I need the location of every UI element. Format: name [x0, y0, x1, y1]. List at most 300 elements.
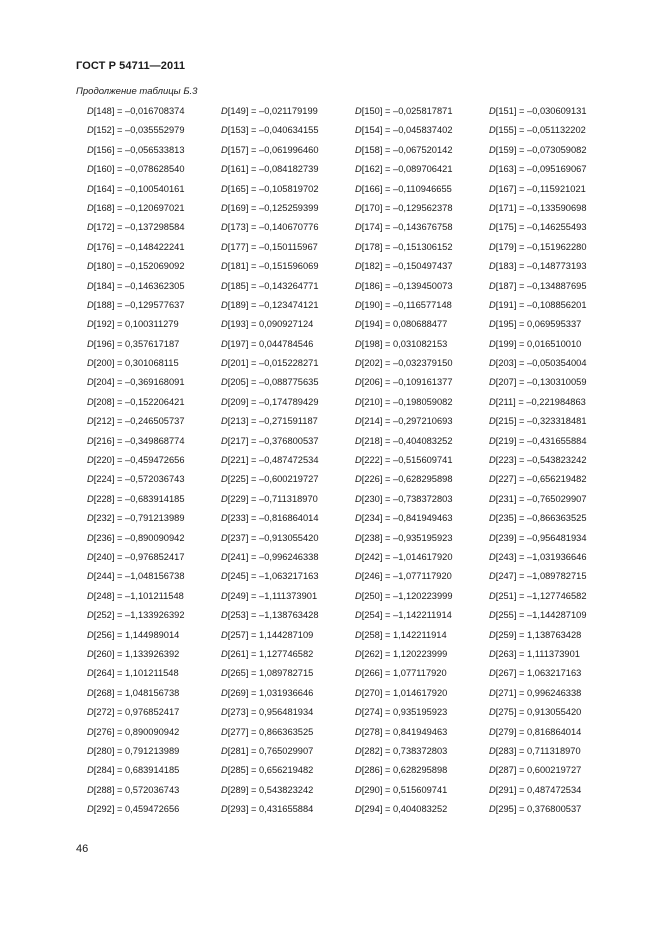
coefficient-value: –0,109161377: [393, 377, 453, 388]
table-cell: D[168] = –0,120697021: [87, 202, 185, 213]
coefficient-index: 279: [498, 726, 514, 737]
table-cell: D[199] = 0,016510010: [489, 338, 582, 349]
table-cell: D[233] = –0,816864014: [221, 513, 319, 524]
coefficient-value: 0,956481934: [259, 707, 314, 718]
coefficient-symbol: D: [489, 164, 496, 175]
coefficient-value: 0,600219727: [527, 765, 582, 776]
coefficient-value: –0,404083252: [393, 435, 453, 446]
coefficient-symbol: D: [221, 610, 228, 621]
coefficient-index: 191: [498, 299, 514, 310]
coefficient-value: –0,130310059: [527, 377, 587, 388]
coefficient-index: 289: [230, 784, 246, 795]
coefficient-value: –0,543823242: [527, 455, 587, 466]
coefficient-index: 205: [230, 377, 246, 388]
coefficient-value: 1,048156738: [125, 687, 180, 698]
coefficient-symbol: D: [355, 610, 362, 621]
coefficient-table: [87, 104, 647, 821]
coefficient-index: 197: [230, 338, 246, 349]
coefficient-index: 229: [230, 493, 246, 504]
table-cell: D[257] = 1,144287109: [221, 629, 314, 640]
coefficient-symbol: D: [221, 202, 228, 213]
coefficient-value: 1,111373901: [527, 648, 580, 659]
table-cell: D[202] = –0,032379150: [355, 358, 453, 369]
coefficient-symbol: D: [221, 396, 228, 407]
table-cell: D[259] = 1,138763428: [489, 629, 582, 640]
table-caption: Продолжение таблицы Б.3: [76, 86, 198, 97]
table-cell: D[290] = 0,515609741: [355, 784, 448, 795]
table-cell: D[282] = 0,738372803: [355, 745, 448, 756]
coefficient-symbol: D: [489, 784, 496, 795]
coefficient-value: –0,089706421: [393, 164, 453, 175]
coefficient-index: 199: [498, 338, 514, 349]
coefficient-index: 218: [364, 435, 380, 446]
table-cell: D[153] = –0,040634155: [221, 125, 319, 136]
coefficient-value: –0,738372803: [393, 493, 453, 504]
coefficient-value: –0,600219727: [259, 474, 319, 485]
coefficient-symbol: D: [489, 687, 496, 698]
table-cell: D[160] = –0,078628540: [87, 164, 185, 175]
coefficient-value: 1,063217163: [527, 668, 582, 679]
coefficient-value: –0,100540161: [125, 183, 185, 194]
coefficient-symbol: D: [355, 125, 362, 136]
coefficient-symbol: D: [355, 784, 362, 795]
coefficient-index: 213: [230, 416, 246, 427]
coefficient-value: –0,656219482: [527, 474, 587, 485]
table-cell: D[172] = –0,137298584: [87, 222, 185, 233]
coefficient-symbol: D: [355, 106, 362, 116]
coefficient-symbol: D: [355, 261, 362, 272]
coefficient-index: 195: [498, 319, 514, 330]
coefficient-symbol: D: [87, 377, 94, 388]
coefficient-symbol: D: [87, 164, 94, 175]
table-cell: D[166] = –0,110946655: [355, 183, 452, 194]
table-cell: D[162] = –0,089706421: [355, 164, 453, 175]
coefficient-symbol: D: [489, 338, 496, 349]
coefficient-symbol: D: [489, 590, 496, 601]
coefficient-index: 230: [364, 493, 380, 504]
coefficient-symbol: D: [355, 745, 362, 756]
coefficient-value: –0,146255493: [527, 222, 587, 233]
coefficient-symbol: D: [489, 629, 496, 640]
coefficient-index: 150: [364, 106, 380, 116]
coefficient-index: 251: [498, 590, 514, 601]
coefficient-value: –1,089782715: [527, 571, 587, 582]
coefficient-symbol: D: [355, 319, 362, 330]
coefficient-value: –0,078628540: [125, 164, 185, 175]
coefficient-symbol: D: [87, 338, 94, 349]
coefficient-symbol: D: [355, 338, 362, 349]
coefficient-symbol: D: [221, 455, 228, 466]
coefficient-symbol: D: [87, 396, 94, 407]
coefficient-index: 159: [498, 144, 514, 155]
coefficient-index: 163: [498, 164, 514, 175]
coefficient-symbol: D: [355, 804, 362, 815]
coefficient-index: 208: [96, 396, 112, 407]
table-cell: D[186] = –0,139450073: [355, 280, 453, 291]
coefficient-value: –0,133590698: [527, 202, 587, 213]
standard-code: ГОСТ Р 54711—2011: [76, 60, 186, 72]
coefficient-symbol: D: [221, 358, 228, 369]
table-cell: D[241] = –0,996246338: [221, 551, 319, 562]
coefficient-value: 0,376800537: [527, 804, 582, 815]
coefficient-index: 272: [96, 707, 112, 718]
coefficient-symbol: D: [221, 144, 228, 155]
table-cell: D[275] = 0,913055420: [489, 707, 582, 718]
coefficient-symbol: D: [87, 202, 94, 213]
coefficient-symbol: D: [355, 513, 362, 524]
coefficient-value: –0,841949463: [393, 513, 453, 524]
coefficient-value: 0,090927124: [259, 319, 314, 330]
coefficient-index: 266: [364, 668, 380, 679]
coefficient-index: 274: [364, 707, 380, 718]
coefficient-index: 158: [364, 144, 380, 155]
coefficient-value: –0,349868774: [125, 435, 185, 446]
coefficient-symbol: D: [221, 261, 228, 272]
coefficient-value: –0,996246338: [259, 551, 319, 562]
coefficient-value: 1,138763428: [527, 629, 582, 640]
coefficient-symbol: D: [221, 222, 228, 233]
coefficient-index: 153: [230, 125, 246, 136]
coefficient-symbol: D: [355, 668, 362, 679]
table-cell: D[165] = –0,105819702: [221, 183, 319, 194]
table-cell: D[195] = 0,069595337: [489, 319, 582, 330]
table-cell: D[240] = –0,976852417: [87, 551, 185, 562]
table-cell: D[284] = 0,683914185: [87, 765, 180, 776]
coefficient-index: 216: [96, 435, 112, 446]
coefficient-value: 0,738372803: [393, 745, 448, 756]
coefficient-symbol: D: [87, 455, 94, 466]
coefficient-index: 249: [230, 590, 246, 601]
coefficient-value: –0,015228271: [259, 358, 319, 369]
coefficient-symbol: D: [355, 648, 362, 659]
coefficient-index: 267: [498, 668, 514, 679]
coefficient-symbol: D: [87, 687, 94, 698]
coefficient-symbol: D: [489, 493, 496, 504]
coefficient-symbol: D: [221, 687, 228, 698]
coefficient-value: 0,628295898: [393, 765, 448, 776]
coefficient-index: 261: [230, 648, 246, 659]
table-cell: D[223] = –0,543823242: [489, 455, 587, 466]
coefficient-index: 156: [96, 144, 112, 155]
coefficient-value: 0,404083252: [393, 804, 448, 815]
table-cell: D[281] = 0,765029907: [221, 745, 314, 756]
coefficient-symbol: D: [489, 668, 496, 679]
coefficient-symbol: D: [489, 358, 496, 369]
coefficient-value: –0,572036743: [125, 474, 185, 485]
coefficient-symbol: D: [221, 106, 228, 116]
coefficient-value: 0,459472656: [125, 804, 180, 815]
coefficient-value: –0,084182739: [259, 164, 319, 175]
coefficient-symbol: D: [87, 261, 94, 272]
table-cell: D[211] = –0,221984863: [489, 396, 586, 407]
coefficient-symbol: D: [489, 435, 496, 446]
coefficient-symbol: D: [489, 707, 496, 718]
coefficient-value: –0,297210693: [393, 416, 453, 427]
coefficient-symbol: D: [489, 377, 496, 388]
table-cell: D[157] = –0,061996460: [221, 144, 319, 155]
coefficient-value: 0,543823242: [259, 784, 314, 795]
table-cell: D[170] = –0,129562378: [355, 202, 453, 213]
coefficient-value: –0,198059082: [393, 396, 453, 407]
table-cell: D[190] = –0,116577148: [355, 299, 452, 310]
coefficient-value: 0,935195923: [393, 707, 448, 718]
coefficient-symbol: D: [221, 745, 228, 756]
table-cell: D[228] = –0,683914185: [87, 493, 185, 504]
table-cell: D[167] = –0,115921021: [489, 183, 586, 194]
coefficient-symbol: D: [221, 707, 228, 718]
table-cell: D[179] = –0,151962280: [489, 241, 587, 252]
coefficient-value: 0,515609741: [393, 784, 448, 795]
coefficient-index: 291: [498, 784, 514, 795]
table-cell: D[185] = –0,143264771: [221, 280, 319, 291]
table-cell: D[289] = 0,543823242: [221, 784, 314, 795]
coefficient-symbol: D: [221, 532, 228, 543]
coefficient-index: 275: [498, 707, 514, 718]
coefficient-index: 228: [96, 493, 112, 504]
coefficient-symbol: D: [87, 745, 94, 756]
coefficient-index: 258: [364, 629, 380, 640]
table-cell: D[253] = –1,138763428: [221, 610, 319, 621]
coefficient-index: 152: [96, 125, 112, 136]
coefficient-symbol: D: [355, 416, 362, 427]
coefficient-index: 184: [96, 280, 112, 291]
coefficient-value: –1,111373901: [259, 590, 318, 601]
coefficient-index: 222: [364, 455, 380, 466]
coefficient-symbol: D: [221, 183, 228, 194]
coefficient-symbol: D: [355, 299, 362, 310]
table-cell: D[194] = 0,080688477: [355, 319, 448, 330]
table-cell: D[161] = –0,084182739: [221, 164, 319, 175]
coefficient-value: –1,048156738: [125, 571, 185, 582]
coefficient-index: 167: [498, 183, 514, 194]
table-cell: D[154] = –0,045837402: [355, 125, 453, 136]
coefficient-symbol: D: [355, 241, 362, 252]
table-cell: D[258] = 1,142211914: [355, 629, 447, 640]
coefficient-symbol: D: [87, 726, 94, 737]
coefficient-value: –0,050354004: [527, 358, 587, 369]
coefficient-symbol: D: [489, 765, 496, 776]
coefficient-symbol: D: [87, 784, 94, 795]
coefficient-value: 1,142211914: [393, 629, 447, 640]
table-cell: D[244] = –1,048156738: [87, 571, 185, 582]
coefficient-value: –0,032379150: [393, 358, 453, 369]
table-cell: D[184] = –0,146362305: [87, 280, 185, 291]
table-cell: D[149] = –0,021179199: [221, 106, 318, 116]
coefficient-symbol: D: [489, 299, 496, 310]
table-cell: D[273] = 0,956481934: [221, 707, 314, 718]
coefficient-symbol: D: [355, 493, 362, 504]
table-cell: D[239] = –0,956481934: [489, 532, 587, 543]
coefficient-value: –0,148773193: [527, 261, 587, 272]
coefficient-value: 1,133926392: [125, 648, 180, 659]
coefficient-symbol: D: [221, 765, 228, 776]
table-cell: D[276] = 0,890090942: [87, 726, 180, 737]
coefficient-symbol: D: [355, 183, 362, 194]
coefficient-value: 0,791213989: [125, 745, 180, 756]
coefficient-value: –0,061996460: [259, 144, 319, 155]
coefficient-index: 193: [230, 319, 246, 330]
table-cell: D[247] = –1,089782715: [489, 571, 587, 582]
table-cell: D[227] = –0,656219482: [489, 474, 587, 485]
coefficient-value: –0,515609741: [393, 455, 453, 466]
coefficient-value: –0,140670776: [259, 222, 319, 233]
table-cell: D[219] = –0,431655884: [489, 435, 587, 446]
table-cell: D[230] = –0,738372803: [355, 493, 453, 504]
coefficient-value: –0,151962280: [527, 241, 587, 252]
coefficient-index: 240: [96, 551, 112, 562]
coefficient-value: –0,030609131: [527, 106, 587, 116]
coefficient-value: 0,683914185: [125, 765, 180, 776]
table-cell: D[260] = 1,133926392: [87, 648, 180, 659]
coefficient-symbol: D: [87, 416, 94, 427]
table-cell: D[272] = 0,976852417: [87, 707, 180, 718]
coefficient-symbol: D: [221, 513, 228, 524]
coefficient-index: 243: [498, 551, 514, 562]
coefficient-index: 211: [498, 396, 514, 407]
coefficient-value: –0,051132202: [527, 125, 586, 136]
coefficient-index: 284: [96, 765, 112, 776]
coefficient-value: –0,459472656: [125, 455, 185, 466]
table-cell: D[267] = 1,063217163: [489, 668, 582, 679]
coefficient-symbol: D: [489, 726, 496, 737]
coefficient-index: 238: [364, 532, 380, 543]
coefficient-index: 236: [96, 532, 112, 543]
coefficient-index: 257: [230, 629, 246, 640]
coefficient-value: –1,144287109: [527, 610, 587, 621]
coefficient-index: 174: [364, 222, 380, 233]
coefficient-index: 210: [364, 396, 380, 407]
coefficient-symbol: D: [87, 707, 94, 718]
coefficient-index: 162: [364, 164, 380, 175]
table-cell: D[171] = –0,133590698: [489, 202, 587, 213]
coefficient-index: 180: [96, 261, 112, 272]
coefficient-symbol: D: [355, 590, 362, 601]
coefficient-symbol: D: [355, 474, 362, 485]
coefficient-symbol: D: [221, 416, 228, 427]
coefficient-symbol: D: [489, 280, 496, 291]
coefficient-index: 189: [230, 299, 246, 310]
coefficient-symbol: D: [221, 668, 228, 679]
coefficient-index: 235: [498, 513, 514, 524]
coefficient-value: –0,890090942: [125, 532, 185, 543]
coefficient-index: 231: [498, 493, 514, 504]
coefficient-symbol: D: [87, 765, 94, 776]
coefficient-value: –0,045837402: [393, 125, 453, 136]
coefficient-index: 280: [96, 745, 112, 756]
coefficient-value: 0,913055420: [527, 707, 582, 718]
coefficient-index: 292: [96, 804, 112, 815]
table-cell: D[210] = –0,198059082: [355, 396, 453, 407]
coefficient-symbol: D: [221, 338, 228, 349]
coefficient-value: –0,016708374: [125, 106, 185, 116]
coefficient-index: 263: [498, 648, 514, 659]
coefficient-index: 196: [96, 338, 112, 349]
coefficient-value: –0,148422241: [125, 241, 185, 252]
coefficient-value: –0,123474121: [259, 299, 319, 310]
coefficient-symbol: D: [87, 474, 94, 485]
coefficient-index: 281: [230, 745, 246, 756]
coefficient-value: 1,101211548: [125, 668, 179, 679]
coefficient-symbol: D: [489, 648, 496, 659]
coefficient-symbol: D: [355, 377, 362, 388]
table-cell: D[283] = 0,711318970: [489, 745, 581, 756]
table-cell: D[287] = 0,600219727: [489, 765, 582, 776]
coefficient-value: –0,040634155: [259, 125, 319, 136]
coefficient-symbol: D: [489, 513, 496, 524]
table-cell: D[159] = –0,073059082: [489, 144, 587, 155]
table-cell: D[293] = 0,431655884: [221, 804, 314, 815]
coefficient-symbol: D: [87, 125, 94, 136]
coefficient-symbol: D: [355, 726, 362, 737]
table-cell: D[181] = –0,151596069: [221, 261, 319, 272]
coefficient-symbol: D: [221, 726, 228, 737]
table-cell: D[250] = –1,120223999: [355, 590, 453, 601]
coefficient-value: –0,129577637: [125, 299, 185, 310]
coefficient-symbol: D: [221, 299, 228, 310]
coefficient-value: 0,711318970: [527, 745, 581, 756]
coefficient-value: 0,016510010: [527, 338, 582, 349]
coefficient-symbol: D: [489, 804, 496, 815]
coefficient-symbol: D: [355, 435, 362, 446]
coefficient-index: 270: [364, 687, 380, 698]
table-cell: D[238] = –0,935195923: [355, 532, 453, 543]
coefficient-index: 175: [498, 222, 514, 233]
coefficient-index: 278: [364, 726, 380, 737]
coefficient-index: 283: [498, 745, 514, 756]
coefficient-symbol: D: [489, 474, 496, 485]
coefficient-symbol: D: [489, 125, 496, 136]
page-number: 46: [76, 843, 89, 855]
table-cell: D[201] = –0,015228271: [221, 358, 319, 369]
coefficient-symbol: D: [221, 784, 228, 795]
coefficient-value: –0,108856201: [527, 299, 587, 310]
coefficient-index: 247: [498, 571, 514, 582]
coefficient-symbol: D: [489, 106, 496, 116]
table-cell: D[152] = –0,035552979: [87, 125, 185, 136]
table-cell: D[266] = 1,077117920: [355, 668, 447, 679]
table-cell: D[271] = 0,996246338: [489, 687, 582, 698]
coefficient-symbol: D: [355, 551, 362, 562]
coefficient-index: 185: [230, 280, 246, 291]
coefficient-value: –0,683914185: [125, 493, 185, 504]
table-cell: D[216] = –0,349868774: [87, 435, 185, 446]
coefficient-value: –0,431655884: [527, 435, 587, 446]
coefficient-index: 194: [364, 319, 380, 330]
coefficient-index: 246: [364, 571, 380, 582]
coefficient-symbol: D: [355, 455, 362, 466]
coefficient-symbol: D: [489, 416, 496, 427]
coefficient-value: –1,138763428: [259, 610, 319, 621]
table-cell: D[187] = –0,134887695: [489, 280, 587, 291]
coefficient-index: 179: [498, 241, 514, 252]
coefficient-symbol: D: [355, 765, 362, 776]
coefficient-value: –0,246505737: [125, 416, 185, 427]
coefficient-symbol: D: [221, 551, 228, 562]
coefficient-value: –0,021179199: [259, 106, 318, 116]
coefficient-value: –0,628295898: [393, 474, 453, 485]
coefficient-value: 1,014617920: [393, 687, 448, 698]
coefficient-index: 220: [96, 455, 112, 466]
coefficient-index: 295: [498, 804, 514, 815]
coefficient-value: –0,935195923: [393, 532, 453, 543]
table-cell: D[226] = –0,628295898: [355, 474, 453, 485]
coefficient-symbol: D: [87, 610, 94, 621]
coefficient-value: 0,841949463: [393, 726, 448, 737]
table-cell: D[252] = –1,133926392: [87, 610, 185, 621]
coefficient-index: 181: [230, 261, 246, 272]
table-cell: D[274] = 0,935195923: [355, 707, 448, 718]
table-cell: D[206] = –0,109161377: [355, 377, 453, 388]
